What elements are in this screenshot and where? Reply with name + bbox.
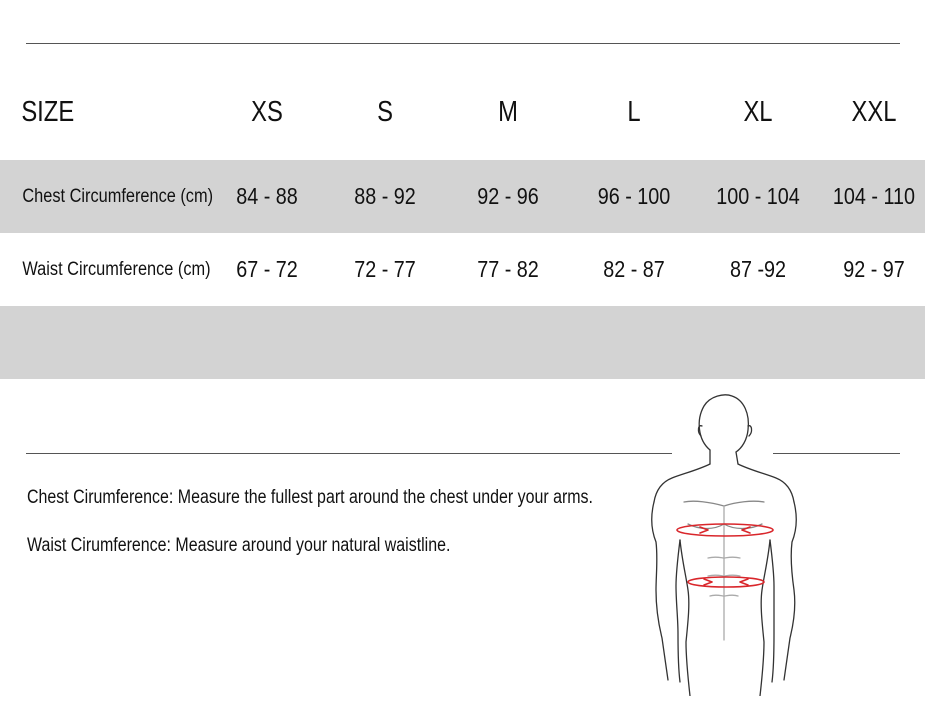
size-xs-header: XS — [251, 96, 283, 128]
chest-row-label: Chest Circumference (cm) — [22, 185, 214, 207]
chest-xl-value: 100 - 104 — [716, 183, 800, 209]
waist-row — [0, 233, 925, 306]
size-header-label: SIZE — [21, 96, 75, 128]
body-diagram-icon — [638, 390, 818, 696]
chest-measure-note: Chest Cirumference: Measure the fullest part around the chest under your arms. — [27, 487, 593, 508]
waist-xxl-value: 92 - 97 — [843, 256, 905, 282]
table-header-row — [0, 65, 925, 160]
waist-xs-value: 67 - 72 — [236, 256, 298, 282]
chest-l-value: 96 - 100 — [597, 183, 671, 209]
size-m-header: M — [498, 96, 518, 128]
size-l-header: L — [627, 96, 641, 128]
chest-xs-value: 84 - 88 — [236, 183, 298, 209]
chest-m-value: 92 - 96 — [477, 183, 539, 209]
size-xxl-header: XXL — [851, 96, 897, 128]
waist-row-label: Waist Circumference (cm) — [22, 258, 211, 280]
empty-shaded-row — [0, 306, 925, 379]
chest-xxl-value: 104 - 110 — [832, 183, 916, 209]
waist-s-value: 72 - 77 — [354, 256, 416, 282]
waist-xl-value: 87 -92 — [729, 256, 787, 282]
waist-measure-note: Waist Cirumference: Measure around your natural waistline. — [27, 535, 451, 556]
size-s-header: S — [377, 96, 393, 128]
waist-l-value: 82 - 87 — [603, 256, 665, 282]
chest-row — [0, 160, 925, 233]
chest-s-value: 88 - 92 — [354, 183, 416, 209]
size-chart-table — [0, 65, 925, 379]
waist-m-value: 77 - 82 — [477, 256, 539, 282]
notes-divider-left — [26, 453, 672, 454]
size-xl-header: XL — [743, 96, 773, 128]
top-divider — [26, 43, 900, 44]
